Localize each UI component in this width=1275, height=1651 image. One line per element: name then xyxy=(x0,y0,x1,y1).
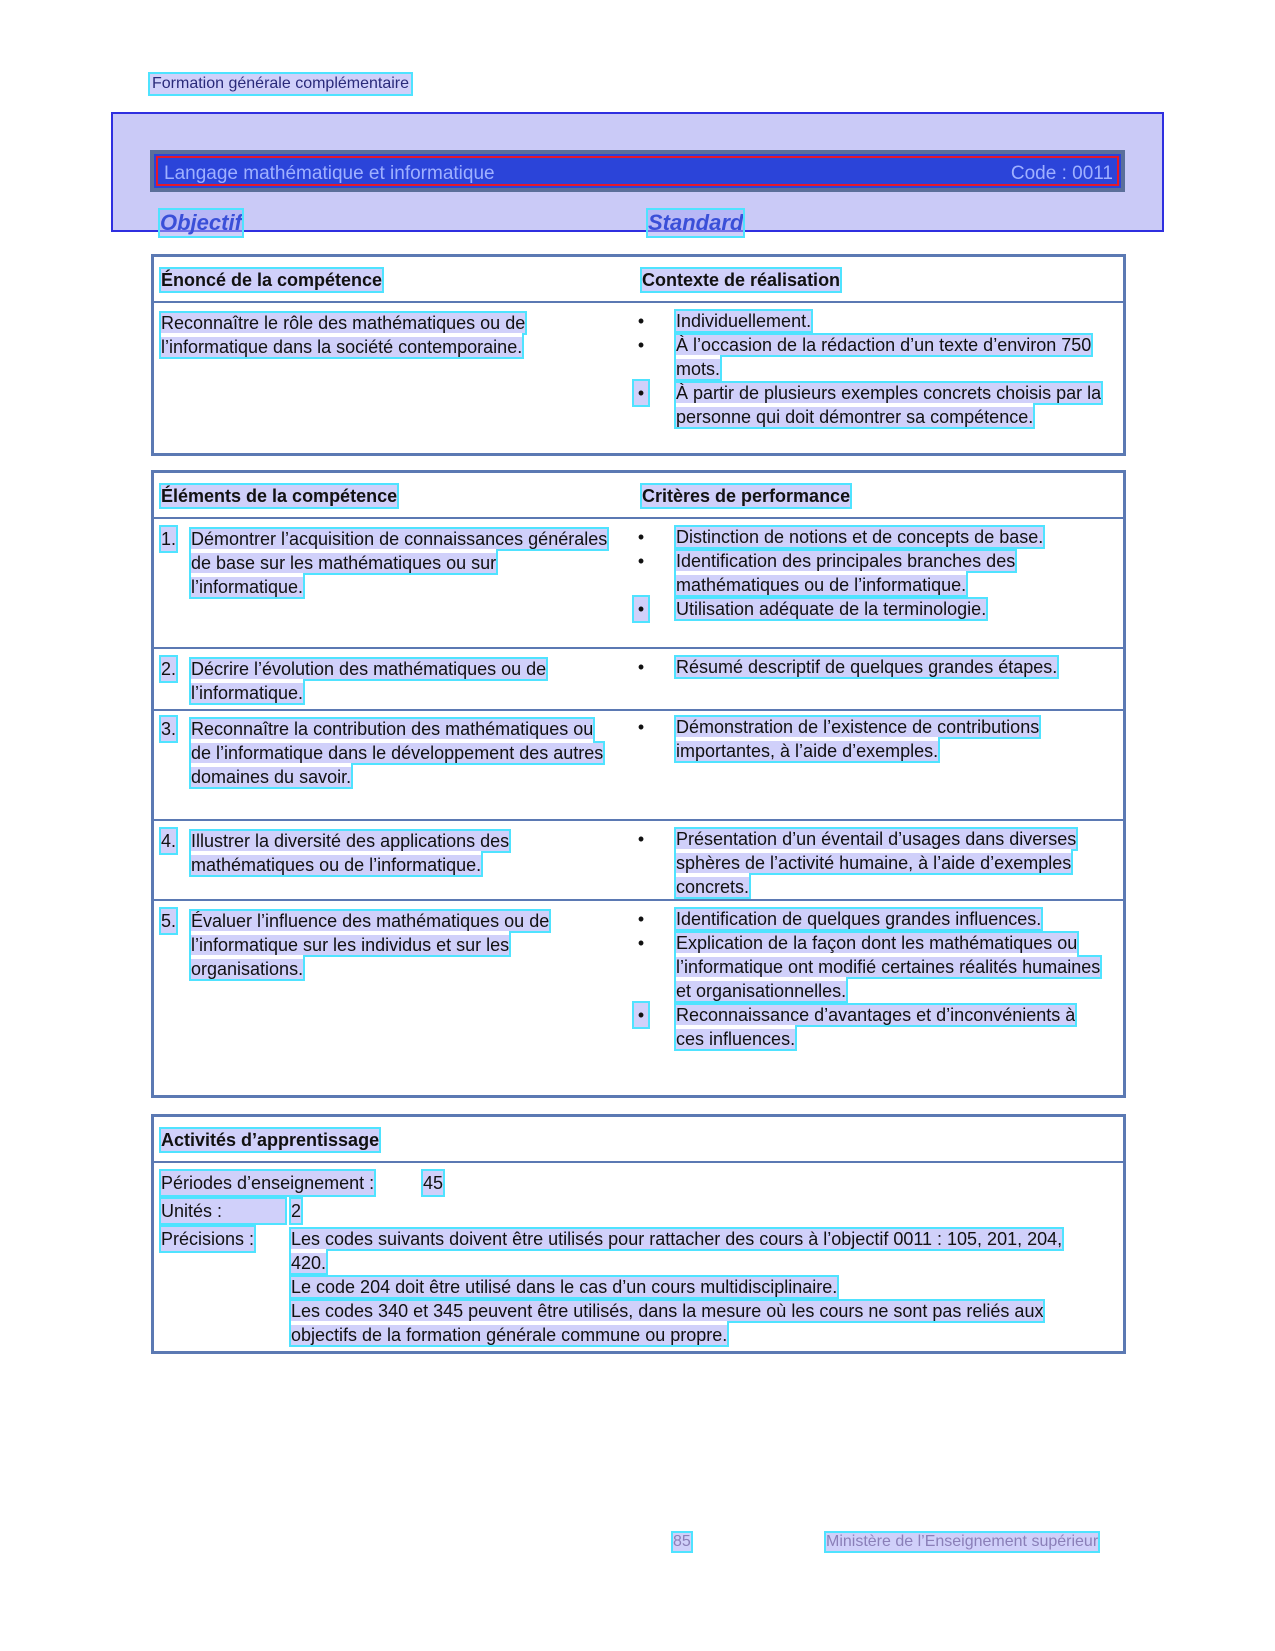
criteria-list xyxy=(634,525,1104,621)
criteria-list xyxy=(634,715,1104,763)
list-item: • Identification de quelques grandes influences. xyxy=(637,909,1042,929)
element-text: 4. Illustrer la diversité des applications des mathématiques ou de l’informatique. xyxy=(161,831,510,875)
element-text: 1. Démontrer l’acquisition de connaissances générales de base sur les mathématiques ou sur l’informatique. xyxy=(161,529,608,597)
element-row-2 xyxy=(154,649,1123,711)
objectif-heading: Objectif xyxy=(160,210,242,235)
ministry-name: Ministère de l’Enseignement supérieur xyxy=(826,1533,1099,1550)
criteria-list xyxy=(634,907,1104,1051)
units-label: Unités : xyxy=(161,1199,285,1223)
list-item: • Présentation d’un éventail d’usages dans diverses sphères de l’activité humaine, à l’aide d’exemples concrets. xyxy=(637,829,1077,897)
list-item: • Reconnaissance d’avantages et d’inconvénients à ces influences. xyxy=(634,1003,1104,1051)
activities-box xyxy=(151,1114,1126,1354)
element-text: 3. Reconnaître la contribution des mathématiques ou de l’informatique dans le développement des autres domaines du savoir. xyxy=(161,719,604,787)
list-item: • Résumé descriptif de quelques grandes étapes. xyxy=(637,657,1058,677)
competence-box-header xyxy=(154,257,1123,303)
list-item: • À l’occasion de la rédaction d’un texte d’environ 750 mots. xyxy=(637,335,1092,379)
activities-body xyxy=(154,1163,1123,1353)
activities-box-header xyxy=(154,1117,1123,1163)
periods-value: 45 xyxy=(423,1173,444,1193)
title-frame xyxy=(156,156,1119,186)
list-item: • Explication de la façon dont les mathématiques ou l’informatique ont modifié certaines réalités humaines et organisationnelles. xyxy=(637,933,1101,1001)
units-value: 2 xyxy=(291,1201,302,1221)
element-row-1 xyxy=(154,519,1123,649)
elements-box-header xyxy=(154,473,1123,519)
context-heading: Contexte de réalisation xyxy=(642,270,841,290)
criteria-list xyxy=(634,827,1104,899)
objective-code: Code : 0011 xyxy=(1010,163,1113,184)
section-label: Formation générale complémentaire xyxy=(152,75,410,92)
precisions-text: Les codes suivants doivent être utilisés pour rattacher des cours à l’objectif 0011 : 105, 201, 204, 420. Le code 204 doit être utilisé dans le cas d’un cours multidisciplinaire. Les codes 340 et 345 peuvent être utilisés, dans la mesure où les cours ne sont pas reliés aux objectifs de la formation générale commune ou propre. xyxy=(291,1229,1063,1345)
context-list xyxy=(634,309,1104,429)
list-item: • Démonstration de l’existence de contributions importantes, à l’aide d’exemples. xyxy=(637,717,1040,761)
elements-heading: Éléments de la compétence xyxy=(161,486,398,506)
element-row-5 xyxy=(154,901,1123,1101)
element-text: 5. Évaluer l’influence des mathématiques ou de l’informatique sur les individus et sur les organisations. xyxy=(161,911,550,979)
elements-box xyxy=(151,470,1126,1098)
competence-box xyxy=(151,254,1126,456)
criteria-heading: Critères de performance xyxy=(642,486,851,506)
objective-title: Langage mathématique et informatique xyxy=(164,163,495,184)
precisions-label: Précisions : xyxy=(161,1229,255,1249)
element-row-4 xyxy=(154,821,1123,901)
list-item: • À partir de plusieurs exemples concrets choisis par la personne qui doit démontrer sa compétence. xyxy=(634,381,1104,429)
title-bar xyxy=(150,150,1125,192)
list-item: • Identification des principales branches des mathématiques ou de l’informatique. xyxy=(637,551,1016,595)
list-item: • Individuellement. xyxy=(637,311,812,331)
page-number: 85 xyxy=(673,1533,691,1550)
list-item: • Distinction de notions et de concepts de base. xyxy=(637,527,1044,547)
criteria-list xyxy=(634,655,1104,679)
element-row-3 xyxy=(154,711,1123,821)
activities-heading: Activités d’apprentissage xyxy=(161,1130,380,1150)
list-item: • Utilisation adéquate de la terminologie. xyxy=(634,597,1104,621)
element-text: 2. Décrire l’évolution des mathématiques ou de l’informatique. xyxy=(161,659,547,703)
standard-heading: Standard xyxy=(648,210,744,235)
periods-label: Périodes d’enseignement : xyxy=(161,1173,375,1193)
statement-heading: Énoncé de la compétence xyxy=(161,270,383,290)
competence-statement: Reconnaître le rôle des mathématiques ou de l’informatique dans la société contemporaine. xyxy=(161,313,526,357)
competence-row xyxy=(154,303,1123,455)
